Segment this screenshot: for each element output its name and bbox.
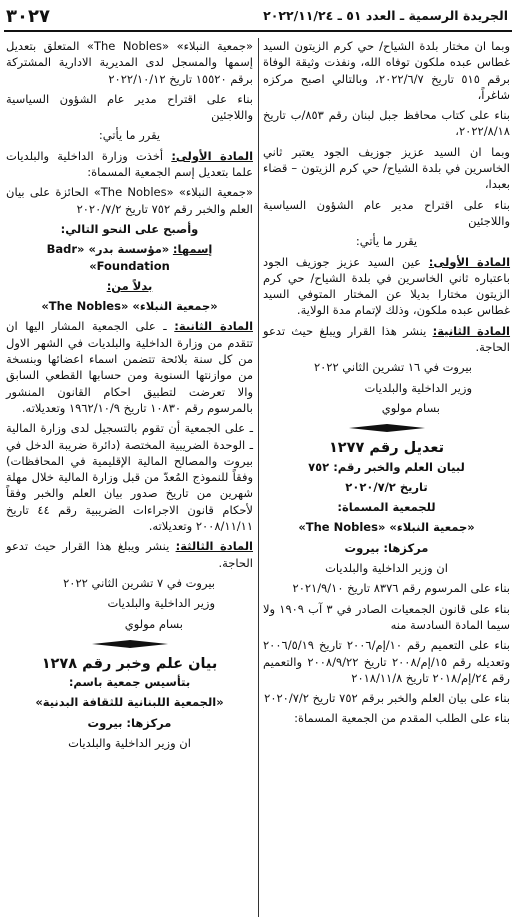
minister-intro: ان وزير الداخلية والبلديات bbox=[325, 561, 448, 576]
paragraph: بناء على اقتراح مدير عام الشؤون السياسية واللاجئين bbox=[6, 91, 253, 123]
section-subtitle: للجمعية المسماة: bbox=[337, 500, 436, 515]
old-name: «جمعية النبلاء» «The Nobles» bbox=[41, 299, 218, 314]
paragraph: «جمعية النبلاء» «The Nobles» المتعلق بتعديل إسمها والمسجل لدى المديرية الادارية المشتركة برقم ١٥٥٢٠ تاريخ ٢٠٢٢/١٠/١٢ bbox=[6, 39, 253, 86]
left-column bbox=[6, 38, 253, 755]
section-separator bbox=[6, 640, 253, 648]
section-title: بيان علم وخبر رقم ١٢٧٨ bbox=[41, 655, 218, 672]
minister-title: وزير الداخلية والبلديات bbox=[364, 380, 472, 395]
minister-intro: ان وزير الداخلية والبلديات bbox=[68, 735, 191, 750]
instead-heading: بدلاً من: bbox=[106, 278, 153, 293]
decree-date: بيروت في ١٦ تشرين الثاني ٢٠٢٢ bbox=[313, 360, 472, 375]
paragraph: بناء على التعميم رقم ١٠/إم/٢٠٠٦ تاريخ ٢٠٠٦/٥/١٩ وتعديله رقم ١٥/إم/٢٠٠٨ تاريخ ٢٠٠٨/٩/٢٢ والتعميم رقم ٢٤/إم/٢٠١٨ تاريخ ٢٠١٨/١١/٨ bbox=[263, 638, 510, 685]
page-number: ٣٠٢٧ bbox=[6, 6, 50, 27]
column-divider bbox=[258, 38, 259, 917]
paragraph: «جمعية النبلاء» «The Nobles» الحائزة على بيان العلم والخبر رقم ٧٥٢ تاريخ ٢٠٢٠/٧/٢ bbox=[6, 185, 253, 216]
right-column bbox=[263, 38, 510, 731]
article-label: المادة الثانية: bbox=[432, 323, 511, 338]
page-header bbox=[4, 6, 512, 30]
paragraph: بناء على اقتراح مدير عام الشؤون السياسية واللاجئين bbox=[263, 197, 510, 228]
article-text: أخذت وزارة الداخلية والبلديات علما بتعديل إسم الجمعية المسماة: bbox=[6, 148, 253, 180]
new-name bbox=[6, 241, 253, 274]
minister-title: وزير الداخلية والبلديات bbox=[107, 596, 215, 611]
article-text: ينشر ويبلغ هذا القرار حيث تدعو الحاجة. bbox=[6, 539, 253, 570]
association-seat: مركزها: بيروت bbox=[344, 540, 429, 555]
association-seat: مركزها: بيروت bbox=[87, 715, 172, 730]
association-name: «الجمعية اللبنانية للثقافة البدنية» bbox=[35, 695, 224, 710]
section-separator bbox=[263, 424, 510, 432]
minister-signature: بسام مولوي bbox=[381, 400, 440, 415]
section-subtitle: لبيان العلم والخبر رقم: ٧٥٢ bbox=[308, 459, 465, 474]
article-3 bbox=[6, 538, 253, 571]
article-label: المادة الأولى: bbox=[171, 148, 254, 163]
minister-signature: بسام مولوي bbox=[124, 616, 183, 631]
section-title: تعديل رقم ١٢٧٧ bbox=[328, 440, 445, 457]
name-label: إسمها: bbox=[172, 242, 213, 257]
article-1 bbox=[263, 254, 510, 319]
article-1 bbox=[6, 148, 253, 181]
decision-heading: يقرر ما يأتي: bbox=[355, 234, 418, 249]
running-header: الجريدة الرسمية ـ العدد ٥١ ـ ٢٠٢٢/١١/٢٤ bbox=[263, 8, 508, 23]
paragraph: وبما ان السيد عزيز جوزيف الجود يعتبر ثاني الخاسرين في بلدة الشياح/ حي كرم الزيتون – قضاء بعبدا، bbox=[263, 144, 510, 192]
decision-heading: يقرر ما يأتي: bbox=[98, 128, 161, 143]
decree-date: بيروت في ٧ تشرين الثاني ٢٠٢٢ bbox=[63, 575, 215, 590]
section-subtitle: بتأسيس جمعية باسم: bbox=[68, 675, 191, 690]
section-subtitle: تاريخ ٢٠٢٠/٧/٢ bbox=[345, 479, 428, 494]
paragraph: بناء على المرسوم رقم ٨٣٧٦ تاريخ ٢٠٢١/٩/١٠ bbox=[292, 581, 510, 596]
association-name: «جمعية النبلاء» «The Nobles» bbox=[298, 520, 475, 535]
paragraph: بناء على بيان العلم والخبر برقم ٧٥٢ تاريخ ٢٠٢٠/٧/٢ bbox=[264, 691, 510, 706]
paragraph: وبما ان مختار بلدة الشياح/ حي كرم الزيتون السيد غطاس عبده ملكون توفاه الله، ونفذت وثيقة الوفاة برقم ٥١٥ تاريخ ٢٠٢٢/٦/٧، وبالتالي اصبح مركزه شاغراً، bbox=[263, 39, 510, 102]
article-text: عين السيد عزيز جوزيف الجود باعتباره ثاني الخاسرين في بلدة الشياح/ حي كرم الزيتون مختارا بديلا عن المختار المتوفي السيد غطاس عبده ملكون، وذلك لإتمام مدة الولاية. bbox=[263, 254, 510, 318]
paragraph: بناء على قانون الجمعيات الصادر في ٣ آب ١٩٠٩ ولا سيما المادة السادسة منه bbox=[263, 601, 510, 632]
article-label: المادة الثالثة: bbox=[175, 539, 254, 554]
article-2 bbox=[263, 323, 510, 356]
article-label: المادة الثانية: bbox=[174, 319, 254, 334]
article-text: ـ على الجمعية المشار اليها ان تتقدم من وزارة الداخلية والبلديات في الشهر الاول من كل سنة بلائحة تتضمن اسماء اعضائها وبنسخة من موازنتها السنوية ومن حسابها القطعي السابق والا تعرضت لتطبيق احكام القانون المنشور بالمرسوم رقم ١٠٨٣٠ تاريخ ١٩٦٢/١٠/٩ وتعديلاته. bbox=[6, 319, 253, 415]
article-2 bbox=[6, 318, 253, 416]
became-heading: وأصبح على النحو التالي: bbox=[60, 221, 199, 236]
article-label: المادة الأولى: bbox=[428, 254, 511, 269]
paragraph: بناء على كتاب محافظ جبل لبنان رقم ٨٥٣/ب تاريخ ٢٠٢٢/٨/١٨، bbox=[263, 108, 510, 139]
header-rule bbox=[4, 30, 512, 32]
paragraph: بناء على الطلب المقدم من الجمعية المسماة: bbox=[294, 711, 510, 726]
article-text: ينشر هذا القرار ويبلغ حيث تدعو الحاجة. bbox=[263, 323, 510, 355]
name-value: «مؤسسة بدر» «Badr Foundation» bbox=[46, 242, 170, 273]
paragraph: ـ على الجمعية أن تقوم بالتسجيل لدى وزارة المالية ـ الوحدة الضريبية المختصة (دائرة ضريبة الدخل في بيروت والمصالح المالية الإقليمية في المحافظات) وفقاً للنموذج المُعدّ من قبل وزارة المالية خلال مهلة شهرين من تاريخ صدور بيان العلم والخبر وفقاً لأحكام قانون الاجراءات الضريبية رقم ٤٤ تاريخ ٢٠٠٨/١١/١١ وتعديلاته. bbox=[6, 421, 253, 534]
